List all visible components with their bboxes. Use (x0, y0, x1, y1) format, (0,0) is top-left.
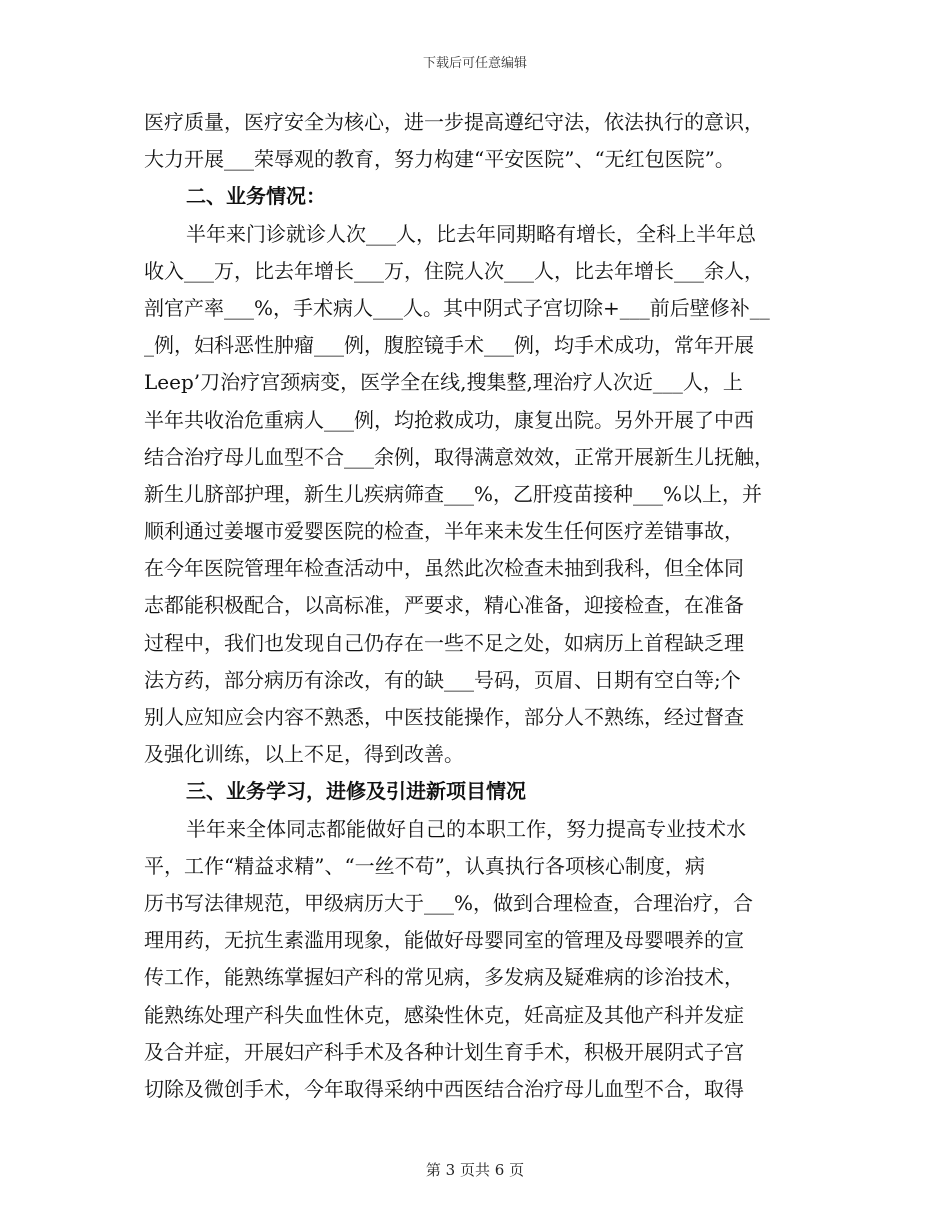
body-text-line: 半年来门诊就诊人次___人，比去年同期略有增长，全科上半年总 (186, 221, 756, 246)
body-text-line: 医疗质量，医疗安全为核心，进一步提高遵纪守法，依法执行的意识， (144, 110, 764, 134)
body-text-line: 切除及微创手术，今年取得采纳中西医结合治疗母儿血型不合，取得 (144, 1076, 744, 1101)
body-text-line: 法方药，部分病历有涂改，有的缺___号码，页眉、日期有空白等;个 (144, 667, 741, 692)
body-text-line: 结合治疗母儿血型不合___余例，取得满意效效，正常开展新生儿抚触， (144, 444, 774, 469)
body-text-line: 顺利通过姜堰市爱婴医院的检查，半年来未发生任何医疗差错事故， (144, 519, 744, 544)
body-text-line: 过程中，我们也发现自己仍存在一些不足之处，如病历上首程缺乏理 (144, 630, 744, 655)
body-text-line: 半年共收治危重病人___例，均抢救成功，康复出院。另外开展了中西 (144, 407, 754, 432)
section-heading: 三、业务学习，进修及引进新项目情况 (186, 779, 526, 804)
body-text-line: 剖官产率___%，手术病人___人。其中阴式子宫切除+___前后壁修补__ (144, 295, 770, 320)
body-text-line: 及强化训练，以上不足，得到改善。 (144, 742, 464, 767)
document-body (144, 104, 824, 1108)
body-text-line: 传工作，能熟练掌握妇产科的常见病，多发病及疑难病的诊治技术， (144, 965, 744, 990)
section-heading: 二、业务情况： (186, 184, 326, 209)
body-text-line: 平，工作“精益求精”、“一丝不苟”，认真执行各项核心制度，病 (144, 853, 705, 878)
body-text-line: 能熟练处理产科失血性休克，感染性休克，妊高症及其他产科并发症 (144, 1002, 744, 1027)
page-number: 第 3 页共 6 页 (425, 1161, 525, 1179)
body-text-line: _例，妇科恶性肿瘤___例，腹腔镜手术___例，均手术成功，常年开展 (144, 333, 754, 358)
header-note: 下载后可任意编辑 (422, 56, 527, 71)
body-text-line: 大力开展___荣辱观的教育，努力构建“平安医院”、“无红包医院”。 (144, 147, 735, 172)
body-text-line: Leep’刀治疗宫颈病变，医学全在线,搜集整,理治疗人次近___人，上 (144, 370, 743, 395)
body-text-line: 别人应知应会内容不熟悉，中医技能操作，部分人不熟练，经过督查 (144, 705, 744, 729)
body-text-line: 及合并症，开展妇产科手术及各种计划生育手术，积极开展阴式子宫 (144, 1039, 744, 1064)
body-text-line: 历书写法律规范，甲级病历大于___%，做到合理检查，合理治疗，合 (144, 890, 754, 915)
body-text-line: 在今年医院管理年检查活动中，虽然此次检查未抽到我科，但全体同 (144, 556, 744, 581)
body-text-line: 理用药，无抗生素滥用现象，能做好母婴同室的管理及母婴喂养的宣 (144, 928, 744, 953)
body-text-line: 志都能积极配合，以高标准，严要求，精心准备，迎接检查，在准备 (144, 593, 744, 618)
body-text-line: 新生儿脐部护理，新生儿疾病筛查___%，乙肝疫苗接种___%以上，并 (144, 481, 763, 506)
body-text-line: 收入___万，比去年增长___万，住院人次___人，比去年增长___余人， (144, 258, 764, 283)
body-text-line: 半年来全体同志都能做好自己的本职工作，努力提高专业技术水 (186, 816, 746, 841)
